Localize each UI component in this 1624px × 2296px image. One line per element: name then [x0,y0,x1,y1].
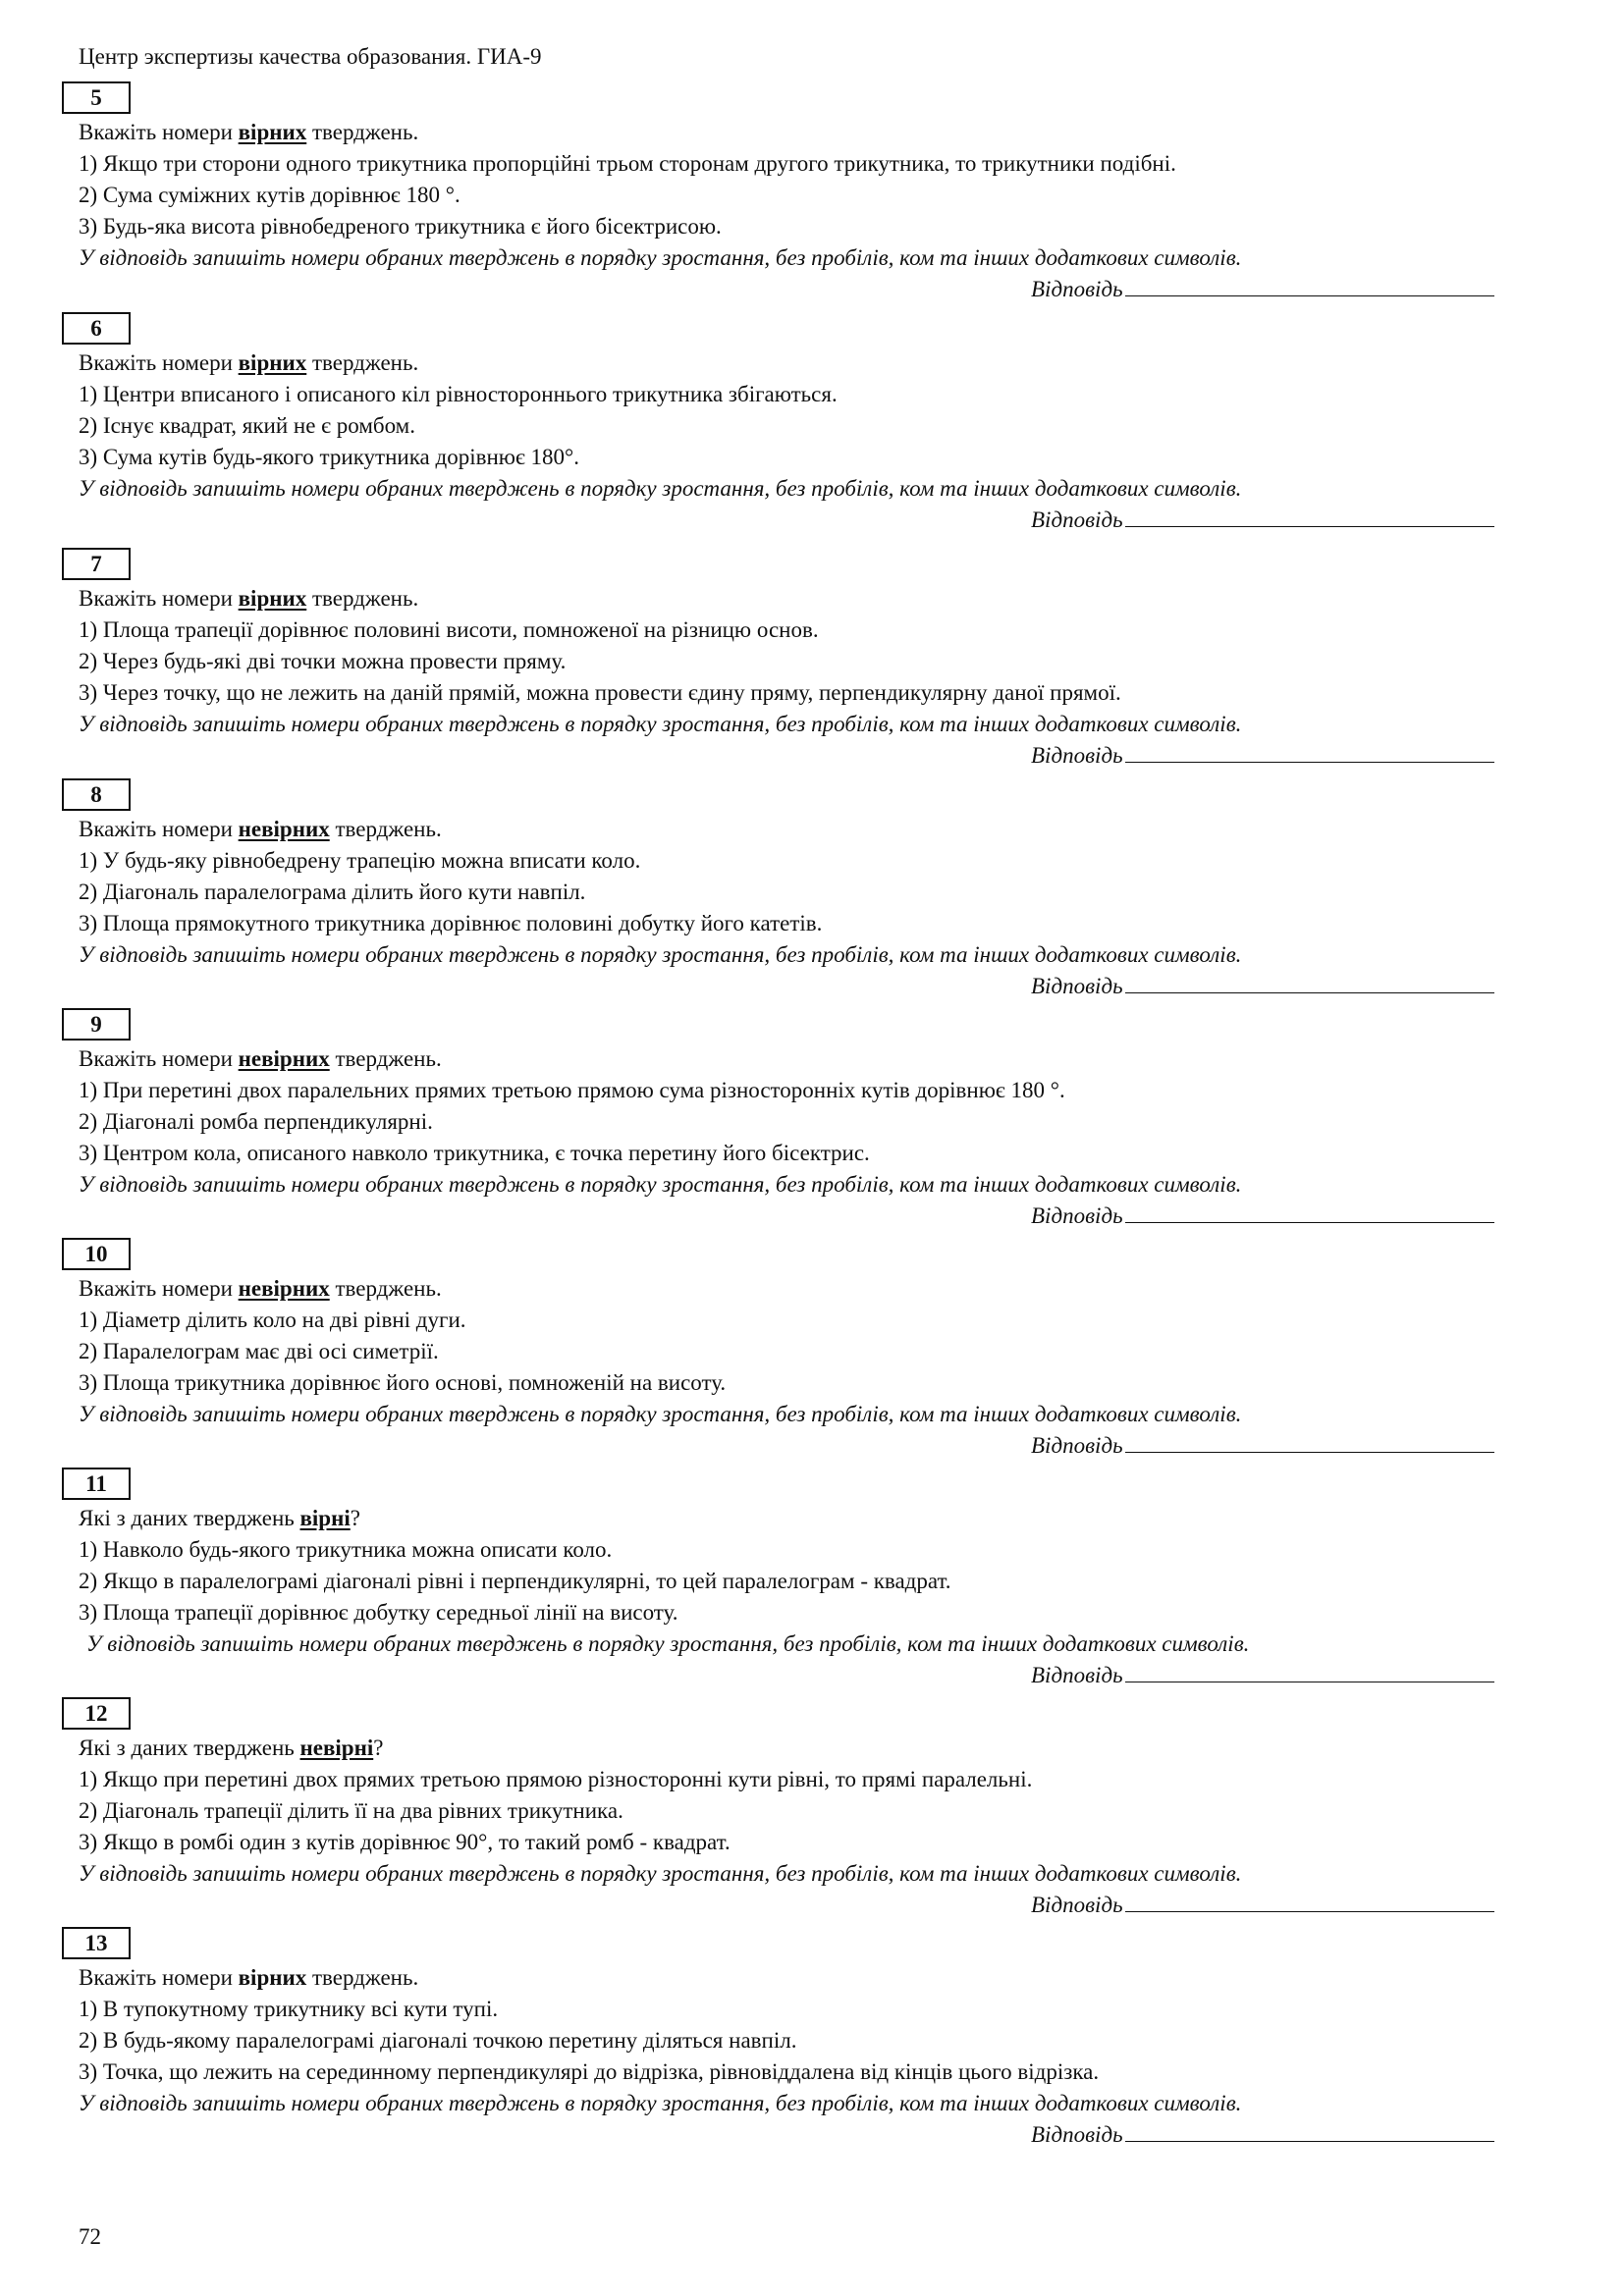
statement-2: 2) Паралелограм має дві осі симетрії. [79,1339,439,1363]
statement-3: 3) Сума кутів будь-якого трикутника дорівнює 180°. [79,445,580,469]
prompt-text: Вкажіть номери [79,1046,239,1071]
answer-row [1031,274,1494,305]
question-number-box: 6 [62,312,131,345]
statement-1: 1) При перетині двох паралельних прямих третьою прямою сума різносторонніх кутів дорівнює 180 °. [79,1078,1065,1102]
question-13 [62,1927,1515,2153]
question-prompt [79,347,418,379]
answer-label: Відповідь [1031,1203,1123,1228]
answer-row [1031,971,1494,1002]
answer-field[interactable] [1125,991,1494,993]
prompt-keyword: вірних [238,586,307,611]
answer-row [1031,1201,1494,1232]
question-number-box: 9 [62,1008,131,1041]
statement-2: 2) В будь-якому паралелограмі діагоналі точкою перетину діляться навпіл. [79,2028,797,2053]
statement-2: 2) Діагональ трапеції ділить її на два рівних трикутника. [79,1798,623,1823]
prompt-text-end: ? [373,1735,384,1760]
statement-2: 2) Сума суміжних кутів дорівнює 180 °. [79,183,460,207]
answer-label: Відповідь [1031,1433,1123,1458]
answer-instruction: У відповідь запишіть номери обраних тверджень в порядку зростання, без пробілів, ком та інших додаткових символів. [79,1172,1242,1197]
answer-field[interactable] [1125,525,1494,527]
statement-3: 3) Через точку, що не лежить на даній прямій, можна провести єдину пряму, перпендикулярну даної прямої. [79,680,1121,705]
prompt-keyword: вірні [299,1506,351,1530]
prompt-keyword: вірних [238,1965,307,1990]
statement-3: 3) Центром кола, описаного навколо трикутника, є точка перетину його бісектрис. [79,1141,870,1165]
question-number-box: 13 [62,1927,131,1959]
answer-field[interactable] [1125,2140,1494,2142]
question-prompt [79,1273,442,1305]
prompt-keyword: невірних [238,817,330,841]
answer-field[interactable] [1125,1451,1494,1453]
prompt-text: Вкажіть номери [79,350,239,375]
answer-field[interactable] [1125,1221,1494,1223]
statement-3: 3) Площа прямокутного трикутника дорівнює половині добутку його катетів. [79,911,823,935]
answer-field[interactable] [1125,761,1494,763]
statement-2: 2) Через будь-які дві точки можна провести пряму. [79,649,567,673]
statement-2: 2) Якщо в паралелограмі діагоналі рівні і перпендикулярні, то цей паралелограм - квадрат. [79,1569,951,1593]
answer-field[interactable] [1125,1681,1494,1682]
answer-row [1031,2119,1494,2151]
document-header: Центр экспертизы качества образования. ГИА-9 [79,44,542,69]
statement-3: 3) Площа трикутника дорівнює його основі, помноженій на висоту. [79,1370,727,1395]
prompt-text: Вкажіть номери [79,1276,239,1301]
question-number-box: 8 [62,778,131,811]
question-11 [62,1468,1515,1693]
question-prompt [79,1043,442,1075]
prompt-text-end: тверджень. [329,817,442,841]
prompt-text: Вкажіть номери [79,817,239,841]
prompt-text: Які з даних тверджень [79,1506,300,1530]
question-prompt [79,583,418,614]
answer-instruction: У відповідь запишіть номери обраних тверджень в порядку зростання, без пробілів, ком та інших додаткових символів. [79,1402,1242,1426]
answer-label: Відповідь [1031,277,1123,301]
answer-instruction: У відповідь запишіть номери обраних тверджень в порядку зростання, без пробілів, ком та інших додаткових символів. [79,712,1242,736]
answer-label: Відповідь [1031,743,1123,768]
statement-1: 1) Діаметр ділить коло на дві рівні дуги. [79,1308,466,1332]
statement-3: 3) Будь-яка висота рівнобедреного трикутника є його бісектрисою. [79,214,722,239]
prompt-text: Вкажіть номери [79,120,239,144]
answer-instruction: У відповідь запишіть номери обраних тверджень в порядку зростання, без пробілів, ком та інших додаткових символів. [79,245,1242,270]
prompt-keyword: вірних [238,120,307,144]
prompt-keyword: невірних [238,1276,330,1301]
answer-label: Відповідь [1031,1663,1123,1687]
answer-instruction: У відповідь запишіть номери обраних тверджень в порядку зростання, без пробілів, ком та інших додаткових символів. [79,1861,1242,1886]
answer-label: Відповідь [1031,1893,1123,1917]
statement-1: 1) Площа трапеції дорівнює половині висоти, помноженої на різницю основ. [79,617,819,642]
question-prompt [79,117,418,148]
question-number-box: 10 [62,1238,131,1270]
answer-row [1031,740,1494,772]
prompt-text-end: тверджень. [329,1046,442,1071]
answer-label: Відповідь [1031,974,1123,998]
question-number-box: 7 [62,548,131,580]
statement-2: 2) Діагоналі ромба перпендикулярні. [79,1109,433,1134]
question-8 [62,778,1515,1004]
answer-label: Відповідь [1031,507,1123,532]
prompt-text: Вкажіть номери [79,586,239,611]
prompt-keyword: вірних [238,350,307,375]
prompt-text: Вкажіть номери [79,1965,239,1990]
answer-label: Відповідь [1031,2122,1123,2147]
question-prompt [79,814,442,845]
prompt-text-end: тверджень. [306,120,419,144]
prompt-text-end: тверджень. [329,1276,442,1301]
statement-1: 1) Центри вписаного і описаного кіл рівностороннього трикутника збігаються. [79,382,838,406]
question-12 [62,1697,1515,1923]
prompt-keyword: невірних [238,1046,330,1071]
statement-1: 1) У будь-яку рівнобедрену трапецію можна вписати коло. [79,848,641,873]
prompt-text-end: тверджень. [306,1965,419,1990]
question-number-box: 12 [62,1697,131,1730]
answer-field[interactable] [1125,294,1494,296]
answer-field[interactable] [1125,1910,1494,1912]
prompt-text-end: тверджень. [306,586,419,611]
prompt-keyword: невірні [299,1735,374,1760]
question-number-box: 11 [62,1468,131,1500]
question-5 [62,81,1515,307]
question-6 [62,312,1515,538]
question-10 [62,1238,1515,1464]
question-prompt [79,1733,383,1764]
statement-1: 1) Якщо при перетині двох прямих третьою прямою різносторонні кути рівні, то прямі паралельні. [79,1767,1033,1791]
question-prompt [79,1962,418,1994]
statement-1: 1) В тупокутному трикутнику всі кути тупі. [79,1997,499,2021]
answer-row [1031,1890,1494,1921]
statement-3: 3) Точка, що лежить на серединному перпендикулярі до відрізка, рівновіддалена від кінців цього відрізка. [79,2059,1100,2084]
answer-instruction: У відповідь запишіть номери обраних тверджень в порядку зростання, без пробілів, ком та інших додаткових символів. [79,2091,1242,2115]
question-prompt [79,1503,360,1534]
answer-instruction: У відповідь запишіть номери обраних тверджень в порядку зростання, без пробілів, ком та інших додаткових символів. [79,476,1242,501]
answer-instruction: У відповідь запишіть номери обраних тверджень в порядку зростання, без пробілів, ком та інших додаткових символів. [86,1631,1250,1656]
statement-1: 1) Якщо три сторони одного трикутника пропорційні трьом сторонам другого трикутника, то трикутники подібні. [79,151,1176,176]
answer-row [1031,1430,1494,1462]
statement-3: 3) Якщо в ромбі один з кутів дорівнює 90°, то такий ромб - квадрат. [79,1830,731,1854]
statement-2: 2) Діагональ паралелограма ділить його кути навпіл. [79,880,586,904]
prompt-text: Які з даних тверджень [79,1735,300,1760]
prompt-text-end: тверджень. [306,350,419,375]
statement-2: 2) Існує квадрат, який не є ромбом. [79,413,415,438]
question-9 [62,1008,1515,1234]
statement-3: 3) Площа трапеції дорівнює добутку середньої лінії на висоту. [79,1600,678,1625]
question-7 [62,548,1515,774]
prompt-text-end: ? [350,1506,360,1530]
question-number-box: 5 [62,81,131,114]
answer-row [1031,505,1494,536]
page-number: 72 [79,2224,101,2249]
statement-1: 1) Навколо будь-якого трикутника можна описати коло. [79,1537,613,1562]
answer-row [1031,1660,1494,1691]
answer-instruction: У відповідь запишіть номери обраних тверджень в порядку зростання, без пробілів, ком та інших додаткових символів. [79,942,1242,967]
